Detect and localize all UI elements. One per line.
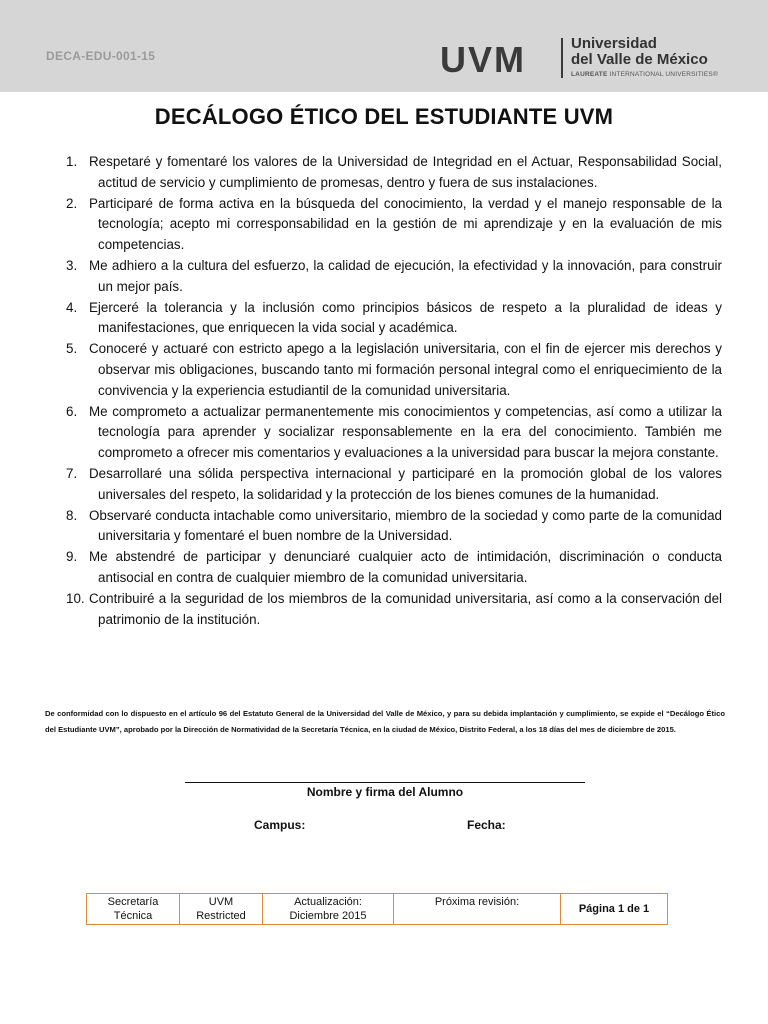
item-first-line: Desarrollaré una sólida perspectiva internacional y participaré en la promoción global de los	[89, 465, 672, 481]
item-number: 4.	[66, 299, 78, 315]
decalogo-item	[60, 506, 722, 548]
decalogo-item	[60, 298, 722, 340]
logo-line-universidad: Universidad	[571, 35, 657, 52]
item-continuation: conservación del patrimonio de la institución.	[98, 590, 722, 627]
item-number: 9.	[66, 549, 78, 565]
logo-line-laureate	[571, 71, 718, 78]
logo-divider	[561, 38, 563, 78]
item-first-line: Respetaré y fomentaré los valores de la Universidad de Integridad en el Actuar, Responsabilidad	[89, 154, 677, 169]
item-first-line: Me adhiero a la cultura del esfuerzo, la calidad de ejecución, la efectividad y la innovación, para	[89, 257, 667, 273]
document-title: DECÁLOGO ÉTICO DEL ESTUDIANTE UVM	[154, 104, 614, 129]
item-number: 1.	[66, 154, 78, 169]
page-header	[0, 0, 768, 92]
footer-class-line2: Restricted	[196, 910, 246, 922]
legal-footnote: De conformidad con lo dispuesto en el artículo 96 del Estatuto General de la Universidad del Valle de México, y para su debida implantación y cumplimiento, se expide el “Decálogo Ético del Estudiante UVM”, aprobado por la Dirección de Normatividad de la Secretaría Técnica, en la ciudad de México, Distrito Federal, a los 18 días del mes de diciembre de 2015.	[45, 709, 725, 734]
item-number: 2.	[66, 195, 78, 211]
footer-class-line1: UVM	[208, 896, 234, 908]
signature-label: Nombre y firma del Alumno	[306, 785, 464, 799]
item-number: 6.	[66, 403, 78, 419]
item-continuation: de la tecnología; acepto mi corresponsabilidad en la gestión de mi aprendizaje y en la evaluación de mis competencias.	[98, 195, 722, 253]
decalogo-item	[60, 256, 722, 298]
decalogo-list	[60, 152, 722, 630]
footer-row	[87, 894, 668, 925]
footer-cell-next-review: Próxima revisión:	[394, 894, 561, 925]
item-first-line: Conoceré y actuaré con estricto apego a la legislación universitaria, con el fin de ejercer mis	[89, 341, 651, 357]
uvm-logo-mark: UVM	[440, 39, 526, 80]
item-continuation: valores universales del respeto, la solidaridad y la protección de los bienes comunes de la humanidad.	[98, 465, 722, 502]
item-continuation: Social, actitud de servicio y cumplimiento de promesas, dentro y fuera de sus instalaciones.	[98, 154, 722, 190]
item-number: 8.	[66, 507, 78, 523]
decalogo-item	[60, 402, 722, 464]
logo-line-valle: del Valle de México	[571, 51, 708, 68]
logo-laureate-bold: LAUREATE	[571, 71, 608, 78]
document-code: DECA-EDU-001-15	[46, 49, 156, 63]
item-continuation: manifestaciones, que enriquecen la vida social y académica.	[98, 320, 458, 336]
decalogo-item	[60, 339, 722, 401]
item-first-line: Me abstendré de participar y denunciaré cualquier acto de intimidación, discriminación o	[89, 549, 660, 565]
item-continuation: comunidad universitaria y fomentaré el buen nombre de la Universidad.	[98, 507, 722, 544]
footer-cell-area	[87, 894, 180, 925]
item-first-line: Observaré conducta intachable como universitario, miembro de la sociedad y como parte de la	[89, 507, 653, 523]
decalogo-item	[60, 152, 722, 194]
footer-cell-page: Página 1 de 1	[561, 894, 668, 925]
signature-line	[185, 782, 585, 783]
item-first-line: Me comprometo a actualizar permanentemente mis conocimientos y competencias, así como a	[89, 403, 664, 419]
item-continuation: conducta antisocial en contra de cualquier miembro de la comunidad universitaria.	[98, 549, 722, 585]
logo-text	[571, 36, 718, 78]
footer-area-line2: Técnica	[113, 910, 153, 922]
item-number: 7.	[66, 465, 78, 481]
fecha-label: Fecha:	[467, 818, 506, 832]
footer-area-line1: Secretaría	[107, 896, 159, 908]
decalogo-item	[60, 547, 722, 589]
item-first-line: Participaré de forma activa en la búsqueda del conocimiento, la verdad y el manejo responsable	[89, 195, 686, 211]
footer-cell-update	[263, 894, 394, 925]
logo-laureate-rest: INTERNATIONAL UNIVERSITIES®	[607, 71, 718, 78]
footer-update-line2: Diciembre 2015	[289, 910, 367, 922]
decalogo-item	[60, 194, 722, 256]
document-footer-table	[86, 893, 668, 925]
item-first-line: Contribuiré a la seguridad de los miembros de la comunidad universitaria, así como a la	[89, 590, 617, 606]
item-continuation: utilizar la tecnología para aprender y socializar responsablemente en la era del conocimiento. También me comprometo a ofrecer mis comentarios y evaluaciones a la universidad para buscar la mejora constante.	[98, 403, 722, 461]
item-continuation: construir un mejor país.	[98, 257, 722, 294]
footer-cell-classification	[180, 894, 263, 925]
decalogo-item	[60, 464, 722, 506]
item-number: 3.	[66, 257, 78, 273]
item-number: 5.	[66, 341, 78, 357]
decalogo-item	[60, 589, 722, 631]
item-first-line: Ejerceré la tolerancia y la inclusión como principios básicos de respeto a la pluralidad de ideas y	[89, 299, 722, 315]
item-continuation: derechos y observar mis obligaciones, buscando tanto mi formación personal integral como el enriquecimiento de la convivencia y la experiencia estudiantil de la comunidad universitaria.	[98, 341, 722, 398]
campus-label: Campus:	[254, 818, 306, 832]
footer-update-line1: Actualización:	[294, 896, 362, 908]
item-number: 10.	[66, 590, 85, 606]
